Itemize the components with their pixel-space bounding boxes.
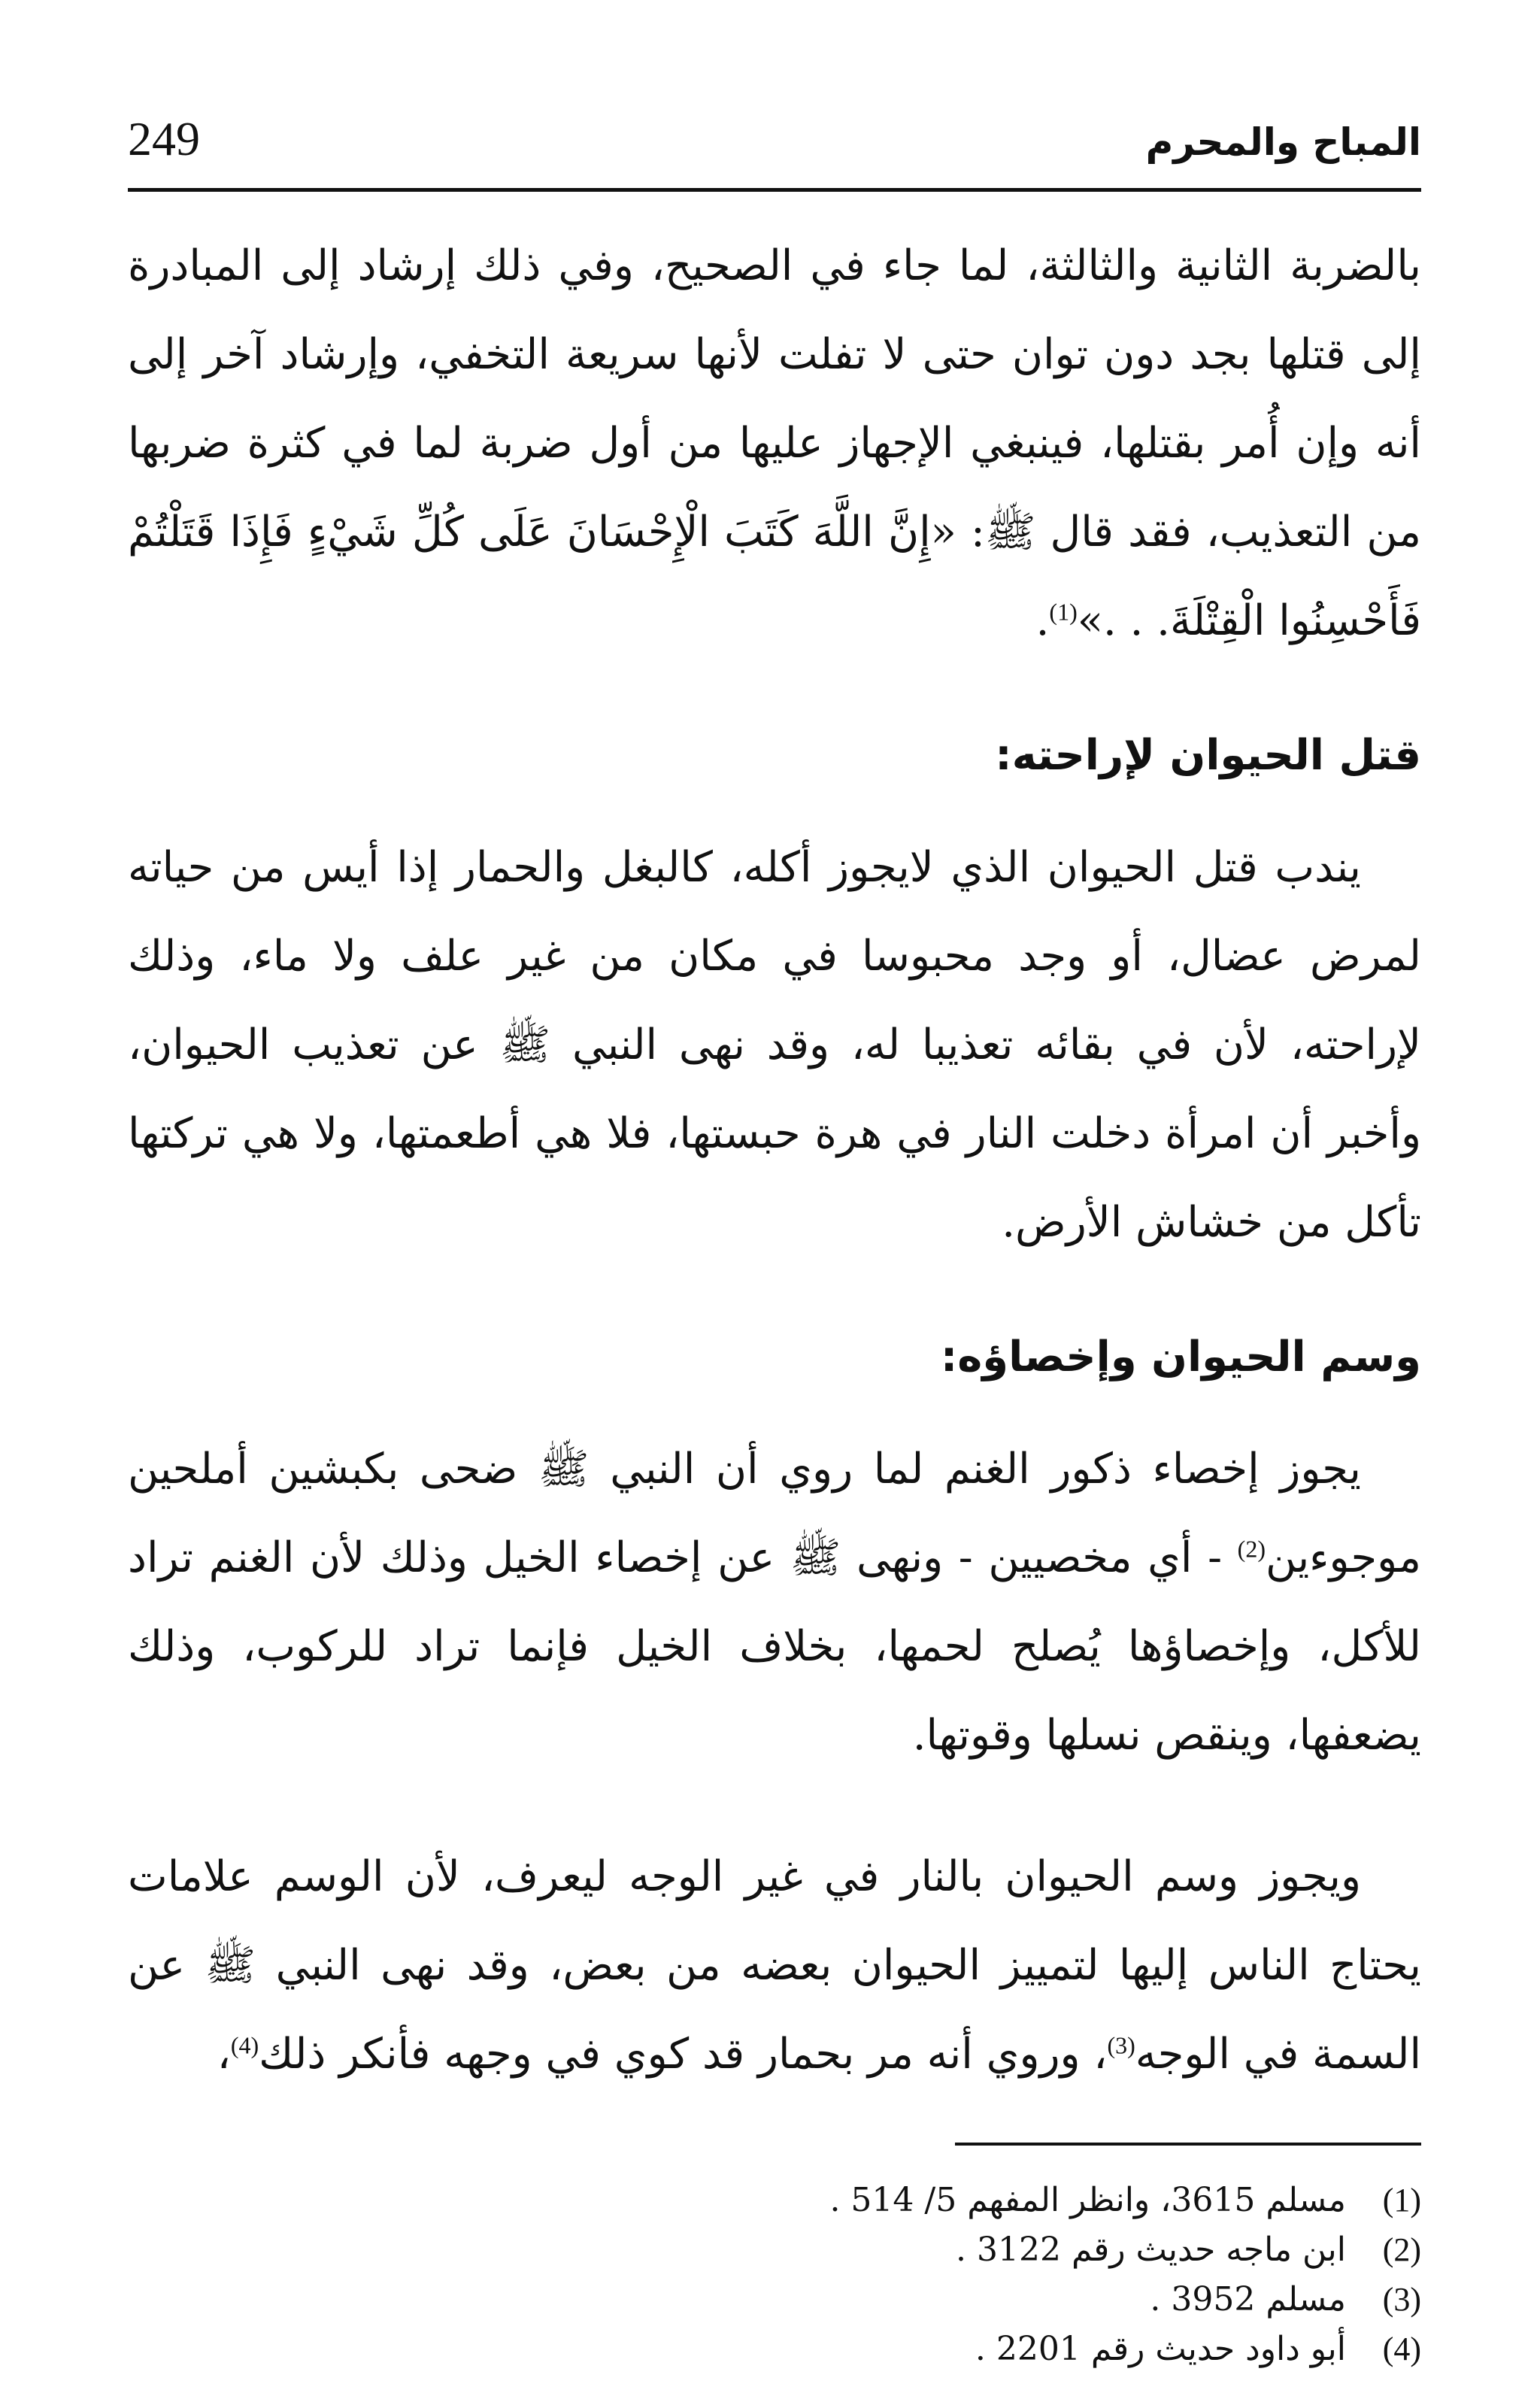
paragraph-3 bbox=[128, 1425, 1421, 1780]
page-body bbox=[128, 222, 1421, 2374]
footnote-ref-2: (2) bbox=[1237, 1535, 1266, 1563]
footnote-text: أبو داود حديث رقم 2201 . bbox=[975, 2330, 1346, 2368]
footnote-3 bbox=[128, 2275, 1421, 2325]
footnote-4 bbox=[128, 2325, 1421, 2374]
paragraph-1-tail: . bbox=[1035, 596, 1050, 645]
footnote-number: (2) bbox=[1382, 2231, 1421, 2268]
footnote-ref-1: (1) bbox=[1049, 598, 1078, 626]
footnote-text: مسلم 3952 . bbox=[1150, 2280, 1346, 2319]
footnote-ref-4: (4) bbox=[230, 2031, 259, 2059]
footnote-text: ابن ماجه حديث رقم 3122 . bbox=[956, 2231, 1346, 2269]
page-header bbox=[128, 105, 1421, 192]
section-heading-killing-animal: قتل الحيوان لإراحته: bbox=[995, 731, 1421, 780]
paragraph-3-part-b: - أي مخصيين - ونهى ﷺ عن إخصاء الخيل وذلك لأن الغنم تراد للأكل، وإخصاؤها يُصلح لحمها، بخلاف الخيل فإنما تراد للركوب، وذلك يضعفها، وينقص نسلها وقوتها. bbox=[128, 1533, 1421, 1760]
section-heading-branding-castration: وسم الحيوان وإخصاؤه: bbox=[940, 1333, 1421, 1381]
paragraph-1 bbox=[128, 222, 1421, 666]
paragraph-4-part-a: ويجوز وسم الحيوان بالنار في غير الوجه ليعرف، لأن الوسم علامات يحتاج الناس إليها لتمييز الحيوان بعضه من بعض، وقد نهى النبي ﷺ عن السمة في الوجه bbox=[128, 1852, 1421, 2079]
footnote-divider bbox=[955, 2143, 1421, 2146]
paragraph-2: يندب قتل الحيوان الذي لايجوز أكله، كالبغل والحمار إذا أيس من حياته لمرض عضال، أو وجد محبوسا في مكان من غير علف ولا ماء، وذلك لإراحته، لأن في بقائه تعذيبا له، وقد نهى النبي ﷺ عن تعذيب الحيوان، وأخبر أن امرأة دخلت النار في هرة حبستها، فلا هي أطعمتها، ولا هي تركتها تأكل من خشاش الأرض. bbox=[128, 843, 1421, 1247]
paragraph-4 bbox=[128, 1833, 1421, 2099]
paragraph-4-part-c: ، bbox=[217, 2030, 231, 2079]
footnote-2 bbox=[128, 2225, 1421, 2275]
paragraph-4-part-b: ، وروي أنه مر بحمار قد كوي في وجهه فأنكر ذلك bbox=[259, 2030, 1108, 2079]
footnote-number: (4) bbox=[1382, 2331, 1421, 2367]
paragraph-3-part-a: يجوز إخصاء ذكور الغنم لما روي أن النبي ﷺ ضحى بكبشين أملحين موجوءين bbox=[128, 1445, 1421, 1582]
footnote-ref-3: (3) bbox=[1107, 2031, 1135, 2059]
footnote-1 bbox=[128, 2176, 1421, 2225]
footnote-text: مسلم 3615، وانظر المفهم 5/ 514 . bbox=[829, 2181, 1346, 2219]
footnotes bbox=[128, 2176, 1421, 2374]
running-title: المباح والمحرم bbox=[1145, 120, 1421, 164]
book-page bbox=[128, 105, 1421, 2368]
footnote-number: (3) bbox=[1382, 2281, 1421, 2318]
paragraph-1-text: بالضربة الثانية والثالثة، لما جاء في الصحيح، وفي ذلك إرشاد إلى المبادرة إلى قتلها بجد دون توان حتى لا تفلت لأنها سريعة التخفي، وإرشاد آخر إلى أنه وإن أُمر بقتلها، فينبغي الإجهاز عليها من أول ضربة لما في كثرة ضربها من التعذيب، فقد قال ﷺ: «إِنَّ اللَّهَ كَتَبَ الْإِحْسَانَ عَلَى كُلِّ شَيْءٍ فَإِذَا قَتَلْتُمْ فَأَحْسِنُوا الْقِتْلَةَ. . .» bbox=[128, 241, 1421, 645]
page-number: 249 bbox=[128, 112, 200, 165]
footnote-number: (1) bbox=[1382, 2182, 1421, 2219]
